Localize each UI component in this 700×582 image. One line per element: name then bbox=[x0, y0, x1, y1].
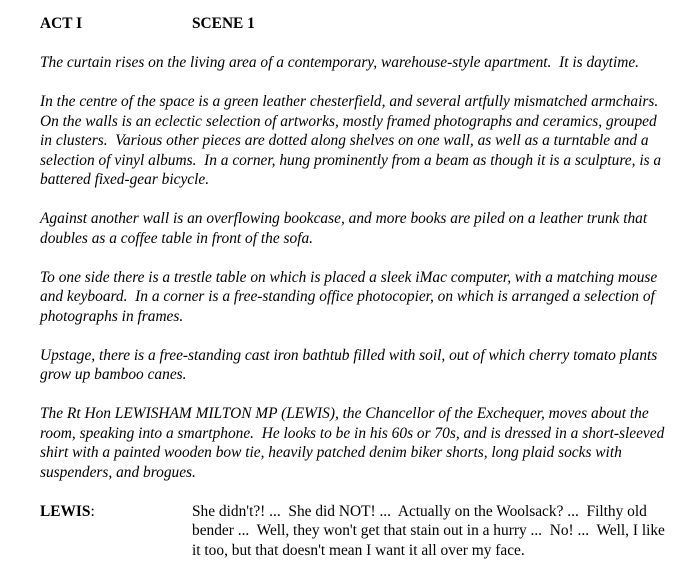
act-label: ACT I bbox=[40, 15, 83, 32]
scene-label: SCENE 1 bbox=[192, 15, 255, 32]
scene-heading bbox=[40, 14, 670, 34]
dialogue-speech: She didn't?! ... She did NOT! ... Actually on the Woolsack? ... Filthy old bender ... Well, they won't get that stain out in a hurry ... No! ... Well, I like it too, but that doesn't mean I want it all over my face. bbox=[192, 502, 669, 559]
stage-direction-curtain: The curtain rises on the living area of a contemporary, warehouse-style apartment. It is daytime. bbox=[40, 54, 640, 71]
stage-direction-bookcase: Against another wall is an overflowing bookcase, and more books are piled on a leather trunk that doubles as a coffee table in front of the sofa. bbox=[40, 210, 652, 247]
stage-direction-bathtub: Upstage, there is a free-standing cast iron bathtub filled with soil, out of which cherry tomato plants grow up bamboo canes. bbox=[40, 346, 662, 383]
stage-direction-character-intro: The Rt Hon LEWISHAM MILTON MP (LEWIS), the Chancellor of the Exchequer, moves about the room, speaking into a smartphone. He looks to be in his 60s or 70s, and is dressed in a short-sleeved shirt with a painted wooden bow tie, heavily patched denim biker shorts, long plaid socks with suspenders, and brogues. bbox=[40, 405, 669, 481]
character-name bbox=[40, 502, 192, 561]
stage-direction-centre-space: In the centre of the space is a green leather chesterfield, and several artfully mismatched armchairs. On the walls is an eclectic selection of artworks, mostly framed photographs and ceramics, grouped in clusters. Various other pieces are dotted along shelves on one wall, as well as a turntable and a selection of vinyl albums. In a corner, hung prominently from a beam as though it is a sculpture, is a battered fixed-gear bicycle. bbox=[40, 93, 666, 188]
dialogue-block bbox=[40, 502, 670, 561]
character-name-label: LEWIS bbox=[40, 502, 91, 520]
stage-direction-trestle-table: To one side there is a trestle table on which is placed a sleek iMac computer, with a matching mouse and keyboard. In a corner is a free-standing office photocopier, on which is arranged a selection of photographs in frames. bbox=[40, 268, 662, 325]
character-name-colon: : bbox=[90, 502, 95, 520]
